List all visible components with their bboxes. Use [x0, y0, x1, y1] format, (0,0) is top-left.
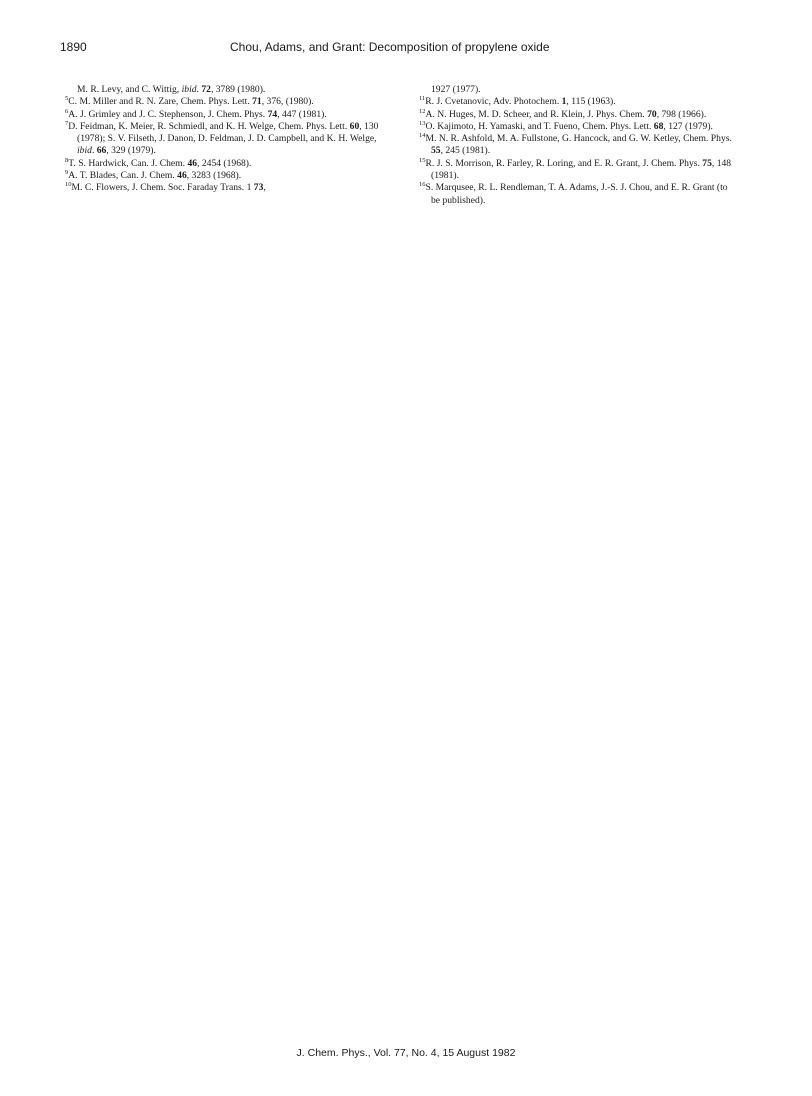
reference-item [65, 182, 385, 194]
running-title: Chou, Adams, and Grant: Decomposition of propylene oxide [230, 40, 550, 54]
reference-item [65, 96, 385, 108]
reference-number: 14 [419, 132, 426, 140]
reference-number: 6 [65, 107, 69, 115]
reference-number: 8 [65, 156, 69, 164]
reference-text: M. N. R. Ashfold, M. A. Fullstone, G. Hancock, and G. W. Ketley, Chem. Phys. 55, 245 (1981). [425, 133, 732, 157]
reference-item [419, 133, 739, 158]
reference-number: 9 [65, 169, 69, 177]
reference-number: 15 [419, 156, 426, 164]
reference-item [419, 158, 739, 183]
references-left-column [65, 84, 385, 195]
reference-item [65, 84, 385, 96]
journal-footer: J. Chem. Phys., Vol. 77, No. 4, 15 August 1982 [296, 1047, 516, 1059]
reference-text: S. Marqusee, R. L. Rendleman, T. A. Adams, J.-S. J. Chou, and E. R. Grant (to be published). [425, 182, 728, 206]
reference-text: O. Kajimoto, H. Yamaski, and T. Fueno, Chem. Phys. Lett. 68, 127 (1979). [425, 120, 713, 132]
reference-number: 16 [419, 181, 426, 189]
reference-number: 7 [65, 119, 69, 127]
reference-text: D. Feidman, K. Meier, R. Schmiedl, and K. H. Welge, Chem. Phys. Lett. 60, 130 (1978); S. V. Filseth, J. Danon, D. Feldman, J. D. Campbell, and K. H. Welge, ibid. 66, 329 (1979). [68, 120, 379, 157]
reference-item [419, 109, 739, 121]
reference-text: R. J. S. Morrison, R. Farley, R. Loring, and E. R. Grant, J. Chem. Phys. 75, 148 (1981). [425, 157, 732, 182]
reference-item [65, 109, 385, 121]
reference-item [65, 158, 385, 170]
reference-text: C. M. Miller and R. N. Zare, Chem. Phys. Lett. 71, 376, (1980). [68, 96, 314, 108]
reference-item [419, 182, 739, 207]
page-number: 1890 [60, 40, 87, 54]
reference-number: 11 [419, 95, 426, 103]
reference-text: A. T. Blades, Can. J. Chem. 46, 3283 (1968). [68, 170, 242, 182]
reference-item [65, 170, 385, 182]
reference-text: M. C. Flowers, J. Chem. Soc. Faraday Trans. 1 73, [71, 182, 266, 194]
reference-item [419, 121, 739, 133]
reference-number: 10 [65, 181, 72, 189]
reference-text: R. J. Cvetanovic, Adv. Photochem. 1, 115 (1963). [425, 96, 616, 108]
reference-text: A. J. Grimley and J. C. Stephenson, J. Chem. Phys. 74, 447 (1981). [68, 108, 327, 120]
reference-text: T. S. Hardwick, Can. J. Chem. 46, 2454 (1968). [68, 157, 252, 169]
reference-item [65, 121, 385, 158]
reference-text: A. N. Huges, M. D. Scheer, and R. Klein, J. Phys. Chem. 70, 798 (1966). [425, 108, 707, 120]
reference-number: 12 [419, 107, 426, 115]
reference-number: 13 [419, 119, 426, 127]
reference-item [419, 96, 739, 108]
reference-text: M. R. Levy, and C. Wittig, ibid. 72, 3789 (1980). [77, 84, 266, 95]
reference-text: 1927 (1977). [431, 84, 481, 95]
references-right-column [419, 84, 739, 207]
reference-number: 5 [65, 95, 69, 103]
reference-item [419, 84, 739, 96]
